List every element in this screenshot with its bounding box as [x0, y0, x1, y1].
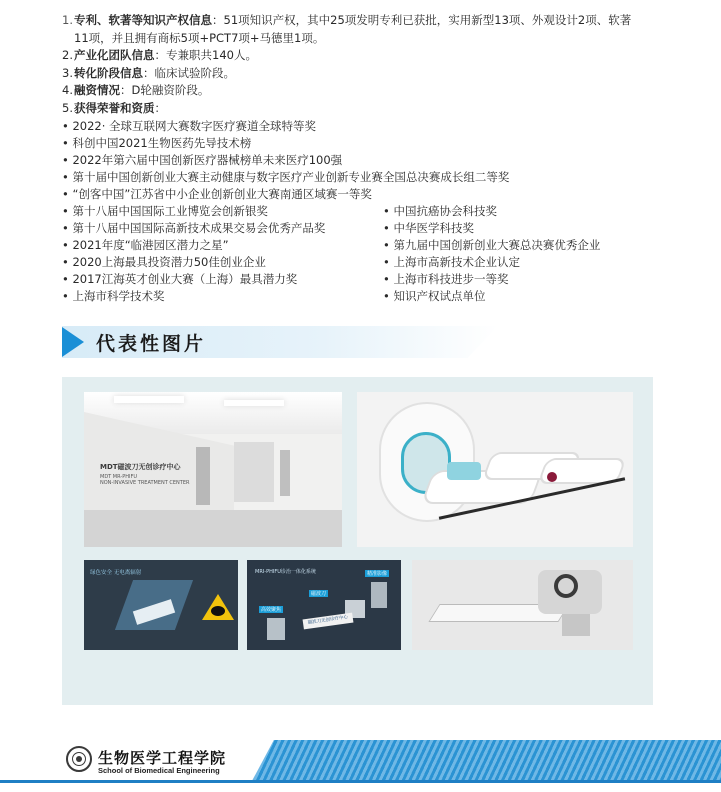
section-title: 代表性图片 [96, 333, 207, 355]
item-text-continued: 11项，并且拥有商标5项+PCT7项+马德里1项。 [74, 30, 325, 45]
item-number: 1. [62, 13, 73, 27]
honor-item: • 中国抗癌协会科技奖 [383, 204, 497, 218]
item-text: ：专兼职共140人。 [154, 48, 257, 62]
wall-sign: MDT磁波刀无创诊疗中心 [100, 463, 181, 471]
honors-list-right [383, 203, 683, 305]
floor [84, 510, 342, 547]
honor-item: • 知识产权试点单位 [383, 289, 486, 303]
logo-center [76, 756, 82, 762]
info-item-ip [62, 12, 662, 30]
honor-item: • 第九届中国创新创业大赛总决赛优秀企业 [383, 238, 601, 252]
honor-item: • 第十届中国创新创业大赛主动健康与数字医疗产业创新专业赛全国总决赛成长组二等奖 [62, 170, 510, 184]
honor-item: • “创客中国”江苏省中小企业创新创业大赛南通区域赛一等奖 [62, 187, 372, 201]
equipment [267, 618, 285, 640]
door [280, 450, 290, 496]
bed-accent [547, 472, 557, 482]
school-logo-icon [66, 746, 92, 772]
item-title: 专利、软著等知识产权信息 [74, 13, 212, 27]
photo-safety-render [84, 560, 238, 650]
school-name-en: School of Biomedical Engineering [98, 766, 220, 775]
honor-item: • 上海市科技进步一等奖 [383, 272, 509, 286]
item-text: ：51项知识产权，其中25项发明专利已获批，实用新型13项、外观设计2项、软著 [212, 13, 632, 27]
info-item-stage [62, 65, 662, 83]
feature-tag: 高效聚焦 [261, 607, 282, 613]
transducer-ring [554, 574, 578, 598]
item-number: 2. [62, 48, 73, 62]
honor-item: • 2021年度“临港园区潜力之星” [62, 238, 229, 252]
photo-mri-device [357, 392, 633, 547]
feature-tag: 精准影像 [367, 571, 388, 577]
photo-treatment-center [84, 392, 342, 547]
school-name-cn: 生物医学工程学院 [98, 749, 227, 767]
info-item-honors [62, 100, 662, 118]
triangle-marker-icon [62, 327, 84, 357]
wall-sign-english-line: MDT MR-PHIFU [100, 474, 137, 480]
wall-sign-english-line: NON-INVASIVE TREATMENT CENTER [100, 480, 190, 486]
footer-line [0, 780, 721, 783]
photo-system-render [247, 560, 401, 650]
ceiling-light [224, 400, 284, 406]
corridor [234, 442, 274, 502]
honor-item: • 第十八届中国国际高新技术成果交易会优秀产品奖 [62, 221, 326, 235]
honor-item: • 2020上海最具投资潜力50佳创业企业 [62, 255, 266, 269]
item-title: 融资情况 [74, 83, 120, 97]
honor-item: • 2017江海英才创业大赛（上海）最具潜力奖 [62, 272, 298, 286]
door [196, 447, 210, 505]
center-sign: 磁波刀无创诊疗中心 [303, 613, 354, 630]
info-section [62, 12, 662, 117]
item-title: 转化阶段信息 [74, 65, 143, 80]
info-item-financing [62, 82, 662, 100]
equipment [371, 582, 387, 608]
honor-item: • 上海市高新技术企业认定 [383, 255, 520, 269]
feature-tag: 磁波刀 [311, 591, 327, 597]
item-number: 3. [62, 65, 73, 80]
bed-accent [447, 462, 481, 480]
honor-item: • 上海市科学技术奖 [62, 289, 165, 303]
photo-caption: MRI-PHIFU诊治一体化系统 [255, 569, 316, 575]
item-title: 产业化团队信息 [74, 48, 155, 62]
item-number: 4. [62, 83, 73, 97]
item-title: 获得荣誉和资质 [74, 100, 155, 115]
wall-sign-english [100, 474, 189, 486]
table-support [562, 614, 590, 636]
honor-item: • 科创中国2021生物医药先导技术榜 [62, 136, 252, 150]
photo-treatment-table [412, 560, 633, 650]
honor-item: • 2022· 全球互联网大赛数字医疗赛道全球特等奖 [62, 119, 317, 133]
item-number: 5. [62, 100, 73, 115]
honor-item: • 第十八届中国国际工业博览会创新银奖 [62, 204, 268, 218]
section-header [62, 326, 498, 358]
item-text: ：D轮融资阶段。 [120, 83, 210, 97]
photo-caption: 绿色安全 无电离辐射 [90, 570, 142, 576]
radiation-symbol-icon [211, 606, 225, 616]
honor-item: • 2022年第六届中国创新医疗器械榜单未来医疗100强 [62, 153, 343, 167]
item-text: ： [154, 100, 166, 115]
item-text: ：临床试验阶段。 [143, 65, 235, 80]
info-item-team [62, 47, 662, 65]
ceiling-light [114, 396, 184, 403]
honor-item: • 中华医学科技奖 [383, 221, 474, 235]
